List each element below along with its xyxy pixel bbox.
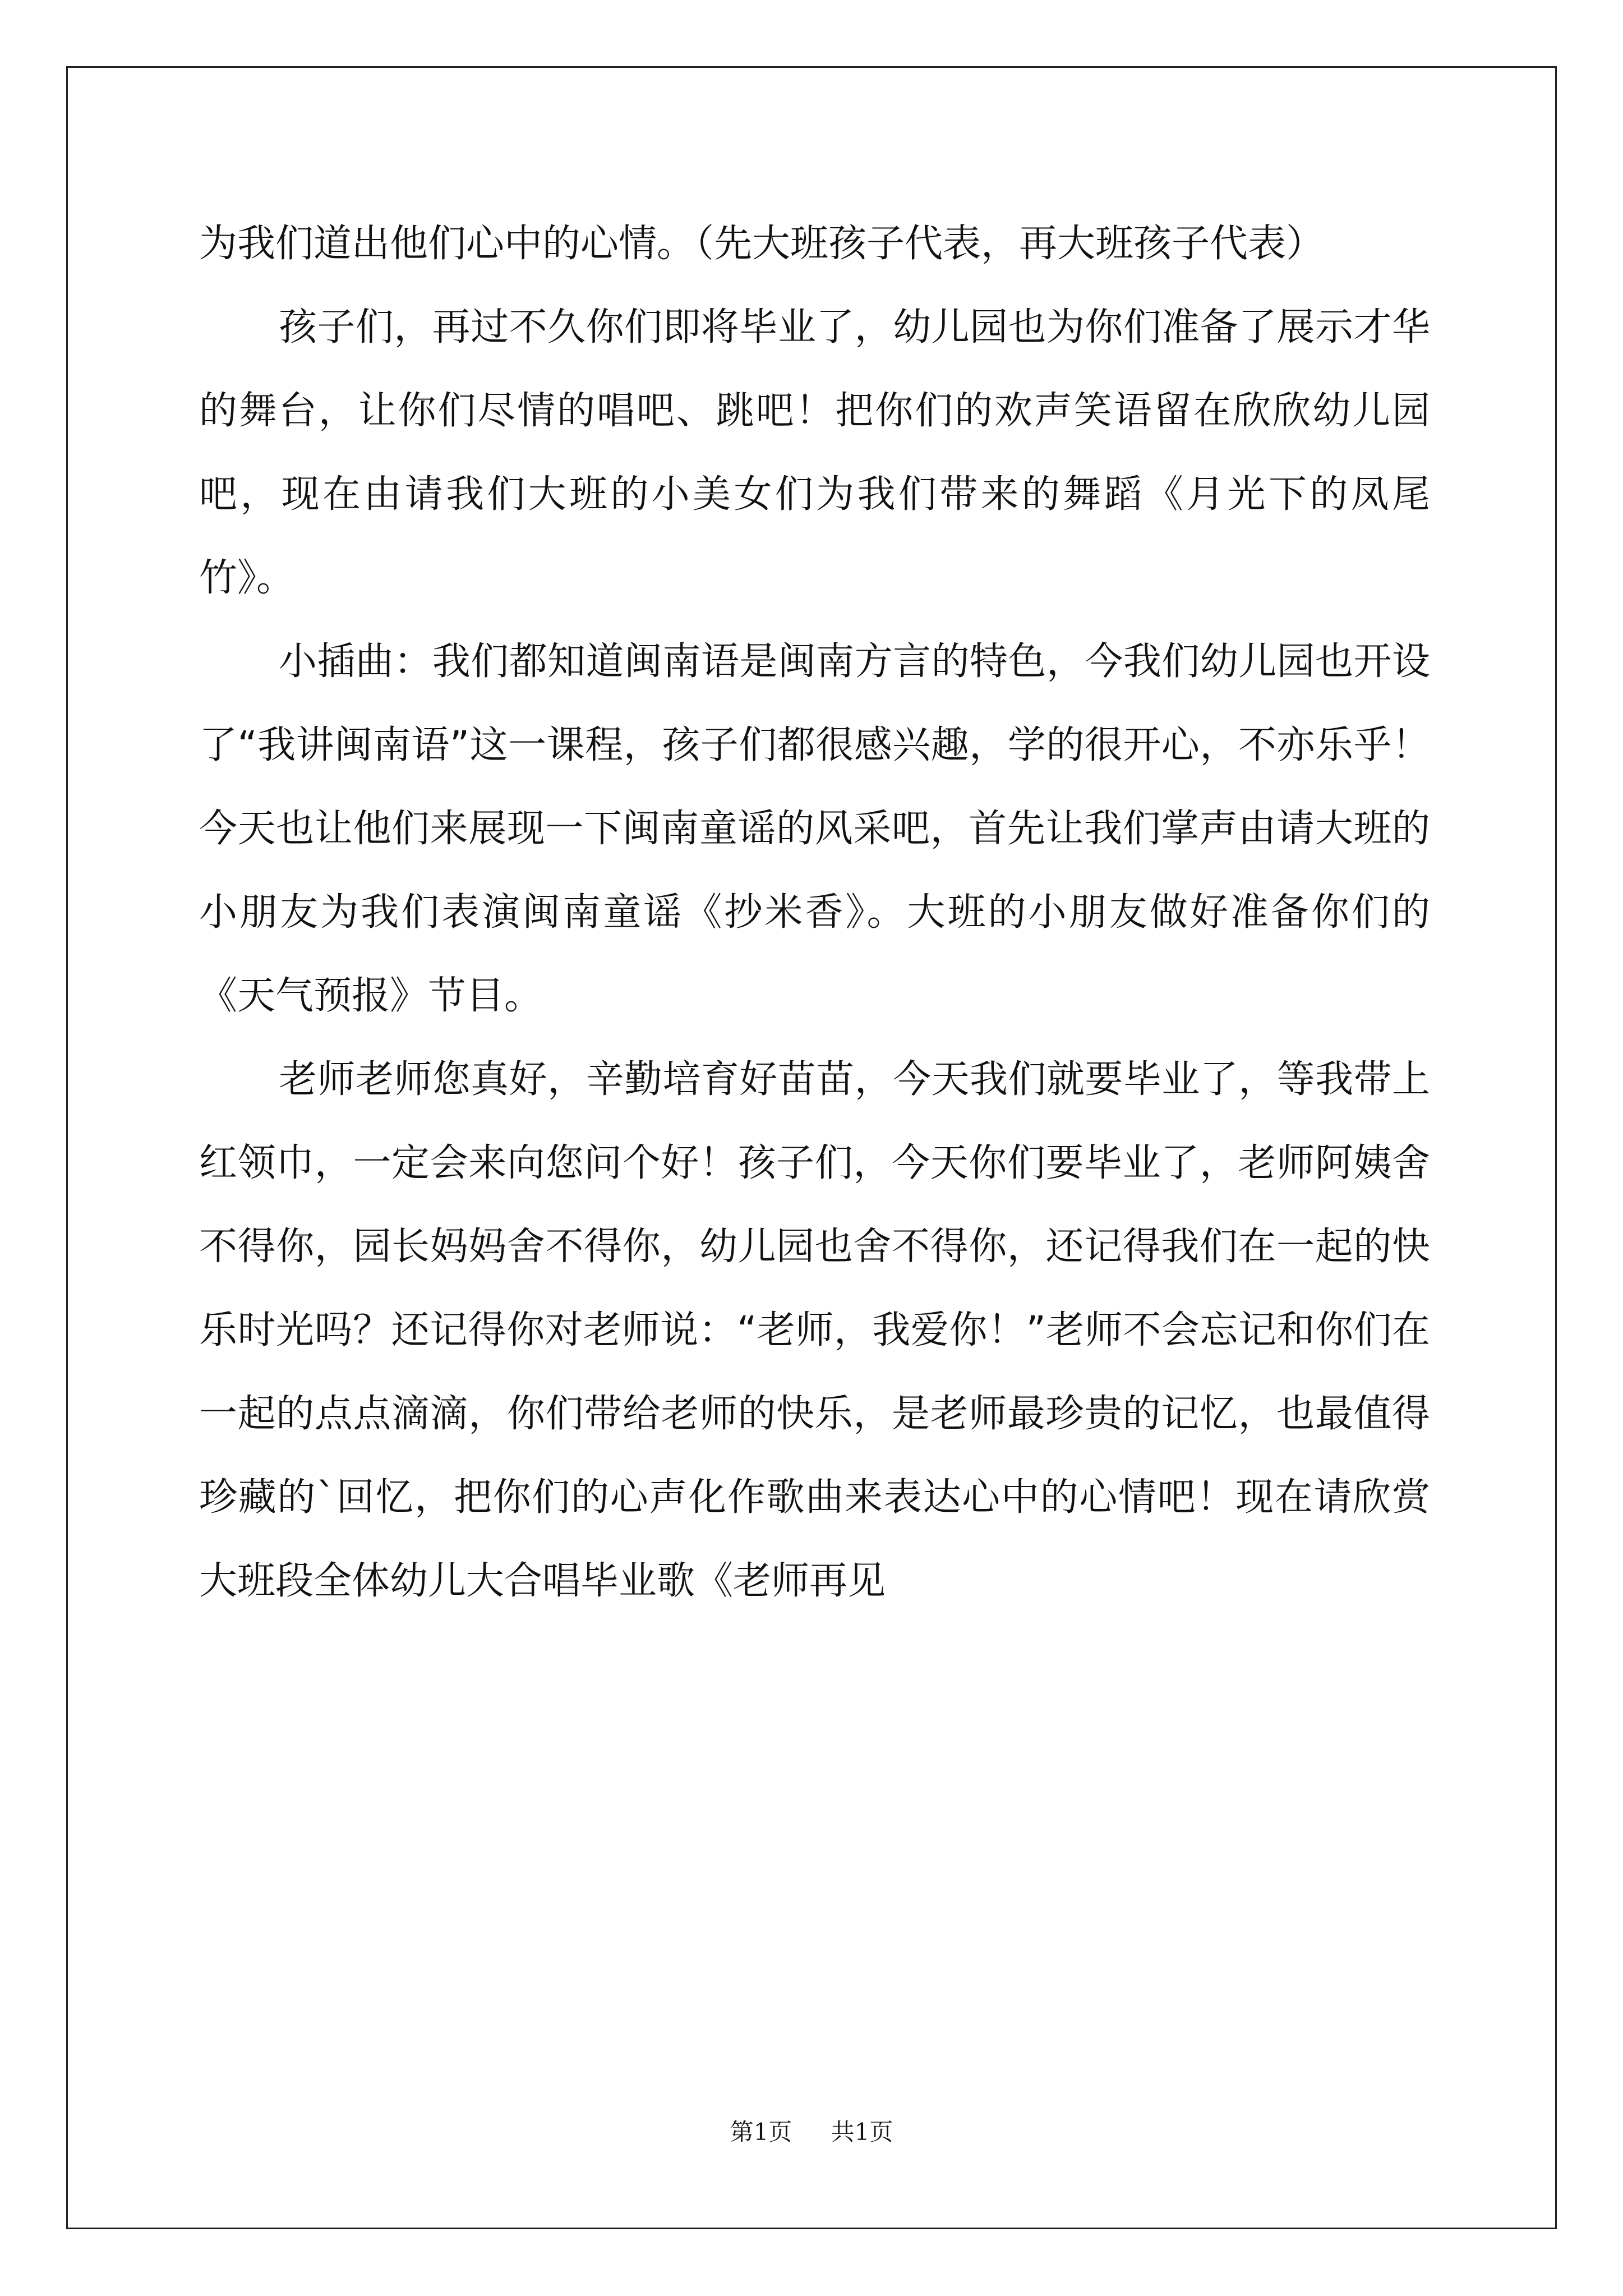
- page-total: 共1页: [831, 2118, 893, 2146]
- page-number: 第1页: [730, 2118, 792, 2146]
- page-footer: [0, 2114, 1623, 2147]
- paragraph-4: 老师老师您真好，辛勤培育好苗苗，今天我们就要毕业了，等我带上红领巾，一定会来向您问个好！孩子们，今天你们要毕业了，老师阿姨舍不得你，园长妈妈舍不得你，幼儿园也舍不得你，还记得我们在一起的快乐时光吗？还记得你对老师说：“老师，我爱你！”老师不会忘记和你们在一起的点点滴滴，你们带给老师的快乐，是老师最珍贵的记忆，也最值得珍藏的`回忆，把你们的心声化作歌曲来表达心中的心情吧！现在请欣赏大班段全体幼儿大合唱毕业歌《老师再见: [199, 1057, 1430, 1603]
- paragraph-1: 为我们道出他们心中的心情。（先大班孩子代表，再大班孩子代表）: [199, 222, 1325, 266]
- paragraph-3: 小插曲：我们都知道闽南语是闽南方言的特色，今我们幼儿园也开设了“我讲闽南语”这一课程，孩子们都很感兴趣，学的很开心，不亦乐乎！今天也让他们来展现一下闽南童谣的风采吧，首先让我们掌声由请大班的小朋友为我们表演闽南童谣《抄米香》。大班的小朋友做好准备你们的《天气预报》节目。: [199, 639, 1430, 1018]
- document-body: [199, 202, 1430, 1623]
- paragraph-2: 孩子们，再过不久你们即将毕业了，幼儿园也为你们准备了展示才华的舞台，让你们尽情的唱吧、跳吧！把你们的欢声笑语留在欣欣幼儿园吧，现在由请我们大班的小美女们为我们带来的舞蹈《月光下的凤尾竹》。: [199, 305, 1430, 600]
